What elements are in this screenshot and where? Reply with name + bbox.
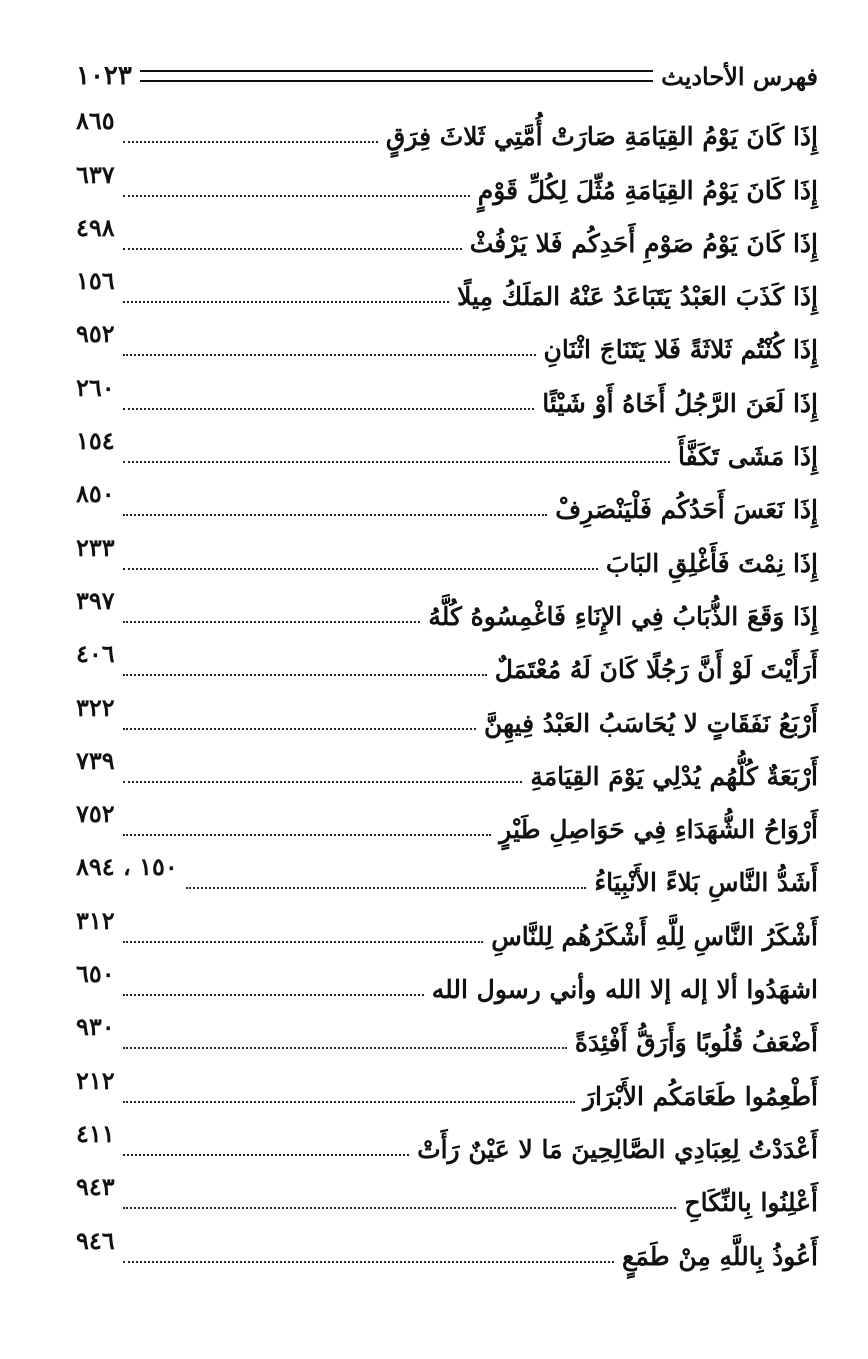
index-entry xyxy=(76,157,818,210)
hadith-number: ٣٩٧ xyxy=(76,585,115,615)
hadith-text: أَشْكَرُ النَّاسِ لِلَّهِ أَشْكَرُهُم لِلنَّاسِ xyxy=(491,921,818,951)
hadith-text: أَعُوذُ بِاللَّهِ مِنْ طَمَعٍ xyxy=(622,1241,818,1271)
index-entry xyxy=(76,211,818,264)
dot-leader xyxy=(123,781,523,783)
hadith-text: إِذَا مَشَى تَكَفَّأَ xyxy=(678,442,818,472)
hadith-number: ٦٥٠ xyxy=(76,959,115,989)
index-entry xyxy=(76,744,818,797)
index-entry xyxy=(76,104,818,157)
hadith-text: أَرَأَيْتَ لَوْ أَنَّ رَجُلًا كَانَ لَهُ مُعْتَمَلٌ xyxy=(494,655,818,685)
page-header xyxy=(76,56,818,96)
hadith-text: أَعْدَدْتُ لِعِبَادِي الصَّالِحِينَ مَا لا عَيْنٌ رَأَتْ xyxy=(417,1134,818,1164)
hadith-number: ١٥٦ xyxy=(76,266,115,296)
hadith-text: إِذَا كُنْتُم ثَلاثَةً فَلا يَتَنَاجَ اثْنَانِ xyxy=(543,335,818,365)
dot-leader xyxy=(123,728,476,730)
hadith-number: ٩٤٦ xyxy=(76,1225,115,1255)
hadith-number: ٧٣٩ xyxy=(76,745,115,775)
index-entry xyxy=(76,424,818,477)
index-entry xyxy=(76,1063,818,1116)
index-entry xyxy=(76,690,818,743)
hadith-text: أَرْبَعُ نَفَقَاتٍ لا يُحَاسَبُ العَبْدُ فِيهِنَّ xyxy=(483,708,818,738)
hadith-text: اشهَدُوا ألا إله إلا الله وأني رسول الله xyxy=(431,975,818,1005)
index-entry xyxy=(76,637,818,690)
hadith-number: ٩٤٣ xyxy=(76,1172,115,1202)
index-entry xyxy=(76,1170,818,1223)
hadith-text: إِذَا نَعَسَ أَحَدُكُم فَلْيَنْصَرِفْ xyxy=(555,495,818,525)
index-entry xyxy=(76,850,818,903)
hadith-text: إِذَا كَذَبَ العَبْدُ يَتَبَاعَدُ عَنْهُ المَلَكُ مِيلًا xyxy=(457,282,818,312)
dot-leader xyxy=(123,1101,575,1103)
hadith-text: أَرْوَاحُ الشُّهَدَاءِ فِي حَوَاصِلِ طَيْرٍ xyxy=(499,815,818,845)
hadith-number: ٢١٢ xyxy=(76,1065,115,1095)
dot-leader xyxy=(123,408,535,410)
index-entry xyxy=(76,1010,818,1063)
dot-leader xyxy=(123,514,548,516)
dot-leader xyxy=(123,354,536,356)
dot-leader xyxy=(123,461,670,463)
hadith-text: إِذَا لَعَنَ الرَّجُلُ أَخَاهُ أَوْ شَيْئًا xyxy=(542,388,818,418)
page-number: ١٠٢٣ xyxy=(76,61,132,91)
dot-leader xyxy=(123,248,462,250)
hadith-index-list xyxy=(76,104,818,1277)
hadith-text: أَعْلِنُوا بِالنِّكَاحِ xyxy=(684,1188,818,1218)
dot-leader xyxy=(123,994,424,996)
dot-leader xyxy=(123,195,470,197)
dot-leader xyxy=(123,301,449,303)
hadith-number: ٨٥٠ xyxy=(76,479,115,509)
hadith-number: ٩٣٠ xyxy=(76,1012,115,1042)
dot-leader xyxy=(123,1154,409,1156)
page-title: فهرس الأحاديث xyxy=(661,61,818,91)
dot-leader xyxy=(123,568,598,570)
hadith-number: ٦٣٧ xyxy=(76,159,115,189)
hadith-text: أَضْعَفُ قُلُوبًا وَأَرَقُّ أَفْئِدَةً xyxy=(574,1028,818,1058)
hadith-number: ١٥٠ ، ٨٩٤ xyxy=(76,852,178,882)
index-entry xyxy=(76,370,818,423)
hadith-number: ٧٥٢ xyxy=(76,799,115,829)
index-entry xyxy=(76,530,818,583)
hadith-text: إِذَا كَانَ يَوْمُ صَوْمِ أَحَدِكُم فَلا يَرْفُثْ xyxy=(469,228,818,258)
hadith-number: ٤٠٦ xyxy=(76,639,115,669)
index-entry xyxy=(76,317,818,370)
hadith-number: ١٥٤ xyxy=(76,426,115,456)
hadith-number: ٣٢٢ xyxy=(76,692,115,722)
hadith-number: ٩٥٢ xyxy=(76,319,115,349)
hadith-number: ٤٩٨ xyxy=(76,212,115,242)
index-entry xyxy=(76,477,818,530)
hadith-number: ٢٣٣ xyxy=(76,532,115,562)
hadith-number: ٢٦٠ xyxy=(76,372,115,402)
dot-leader xyxy=(123,941,484,943)
dot-leader xyxy=(123,621,421,623)
hadith-number: ٨٦٥ xyxy=(76,106,115,136)
index-entry xyxy=(76,957,818,1010)
dot-leader xyxy=(123,141,378,143)
index-entry xyxy=(76,264,818,317)
dot-leader xyxy=(186,887,587,889)
index-entry xyxy=(76,584,818,637)
dot-leader xyxy=(123,674,487,676)
hadith-text: إِذَا وَقَعَ الذُّبَابُ فِي الإِنَاءِ فَاغْمِسُوهُ كُلَّهُ xyxy=(428,601,818,631)
hadith-number: ٤١١ xyxy=(76,1118,115,1148)
hadith-text: إِذَا نِمْتَ فَأَغْلِقِ البَابَ xyxy=(605,548,818,578)
dot-leader xyxy=(123,1207,677,1209)
hadith-number: ٣١٢ xyxy=(76,905,115,935)
dot-leader xyxy=(123,1047,567,1049)
hadith-text: أَطْعِمُوا طَعَامَكُم الأَبْرَارَ xyxy=(582,1081,818,1111)
hadith-text: أَرْبَعَةٌ كُلُّهُم يُدْلِي يَوْمَ القِيَامَةِ xyxy=(530,761,818,791)
hadith-text: أَشَدُّ النَّاسِ بَلاءً الأَنْبِيَاءُ xyxy=(594,868,818,898)
dot-leader xyxy=(123,834,492,836)
index-entry xyxy=(76,1117,818,1170)
header-rule xyxy=(140,70,653,82)
index-entry xyxy=(76,903,818,956)
hadith-text: إِذَا كَانَ يَوْمُ القِيَامَةِ صَارَتْ أُمَّتِي ثَلاثَ فِرَقٍ xyxy=(385,122,818,152)
dot-leader xyxy=(123,1261,614,1263)
hadith-text: إِذَا كَانَ يَوْمُ القِيَامَةِ مُثِّلَ لِكُلِّ قَوْمٍ xyxy=(477,175,818,205)
index-entry xyxy=(76,797,818,850)
index-entry xyxy=(76,1223,818,1276)
